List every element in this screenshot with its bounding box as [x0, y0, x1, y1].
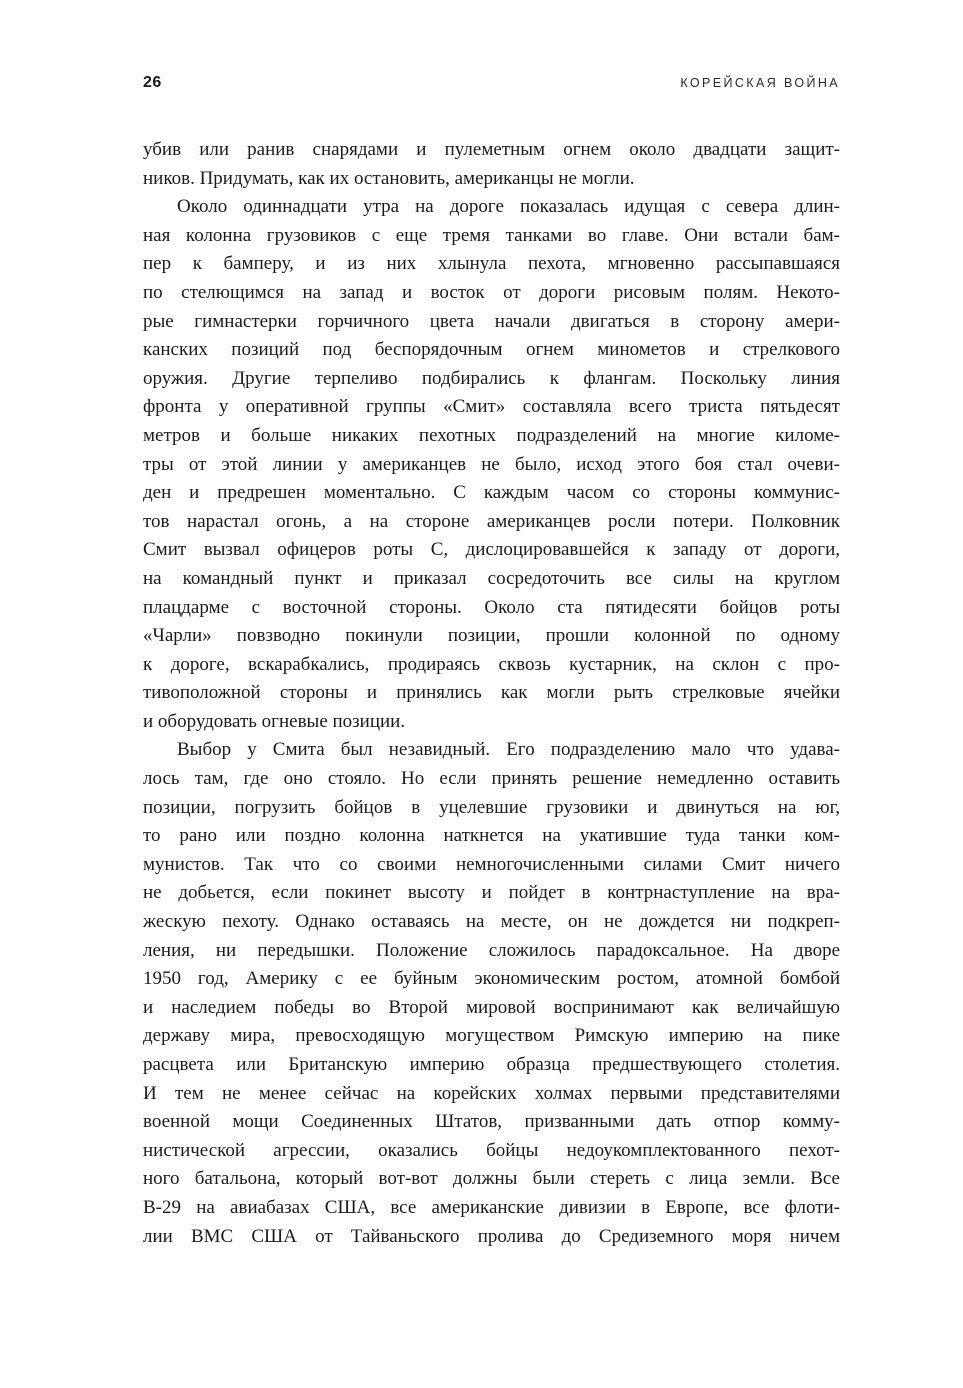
text-line: тивоположной стороны и принялись как могли рыть стрелковые ячейки	[143, 682, 840, 704]
text-line: тры от этой линии у американцев не было, исход этого боя стал очеви-	[143, 453, 840, 475]
text-line: рые гимнастерки горчичного цвета начали двигаться в сторону амери-	[143, 310, 840, 332]
text-line: плацдарме с восточной стороны. Около ста пятидесяти бойцов роты	[143, 596, 840, 618]
text-line: не добьется, если покинет высоту и пойдет в контрнаступление на вра-	[143, 882, 840, 904]
text-line: то рано или поздно колонна наткнется на укатившие туда танки ком-	[143, 825, 840, 847]
text-line: Смит вызвал офицеров роты C, дислоцировавшейся к западу от дороги,	[143, 539, 840, 561]
page-number: 26	[143, 74, 162, 91]
text-line: B-29 на авиабазах США, все американские дивизии в Европе, все флоти-	[143, 1196, 840, 1218]
paragraph	[143, 136, 840, 193]
text-line: 1950 год, Америку с ее буйным экономическим ростом, атомной бомбой	[143, 968, 840, 990]
text-line: лось там, где оно стояло. Но если принять решение немедленно оставить	[143, 768, 840, 790]
text-line: убив или ранив снарядами и пулеметным огнем около двадцати защит-	[143, 139, 840, 160]
text-line: Выбор у Смита был незавидный. Его подразделению мало что удава-	[177, 739, 840, 761]
paragraph	[143, 193, 840, 736]
text-line: тов нарастал огонь, а на стороне американцев росли потери. Полковник	[143, 510, 840, 532]
text-line: ления, ни передышки. Положение сложилось парадоксальное. На дворе	[143, 939, 840, 961]
text-line: и оборудовать огневые позиции.	[143, 710, 406, 732]
text-line: нистической агрессии, оказались бойцы недоукомплектованного пехот-	[143, 1139, 840, 1161]
text-line: пер к бамперу, и из них хлынула пехота, мгновенно рассыпавшаяся	[143, 253, 840, 275]
text-line: лии ВМС США от Тайваньского пролива до Средиземного моря ничем	[143, 1225, 840, 1247]
text-line: жескую пехоту. Однако оставаясь на месте, он не дождется ни подкреп-	[143, 911, 840, 933]
text-line: И тем не менее сейчас на корейских холмах первыми представителями	[143, 1082, 840, 1104]
body-text	[143, 136, 840, 1251]
text-line: ного батальона, который вот-вот должны были стереть с лица земли. Все	[143, 1168, 840, 1190]
text-line: и наследием победы во Второй мировой воспринимают как величайшую	[143, 996, 840, 1018]
text-line: расцвета или Британскую империю образца предшествующего столетия.	[143, 1054, 840, 1075]
text-line: Около одиннадцати утра на дороге показалась идущая с севера длин-	[177, 196, 840, 218]
text-line: «Чарли» повзводно покинули позиции, прошли колонной по одному	[143, 625, 840, 647]
text-line: ная колонна грузовиков с еще тремя танками во главе. Они встали бам-	[143, 224, 840, 246]
text-line: мунистов. Так что со своими немногочисленными силами Смит ничего	[143, 853, 840, 875]
text-line: канских позиций под беспорядочным огнем минометов и стрелкового	[143, 339, 840, 361]
text-line: ников. Придумать, как их остановить, американцы не могли.	[143, 167, 635, 189]
page-header	[143, 74, 840, 98]
text-line: к дороге, вскарабкались, продираясь сквозь кустарник, на склон с про-	[143, 653, 840, 675]
text-line: на командный пункт и приказал сосредоточить все силы на круглом	[143, 567, 840, 589]
text-line: ден и предрешен моментально. С каждым часом со стороны коммунис-	[143, 482, 840, 504]
text-line: державу мира, превосходящую могуществом Римскую империю на пике	[143, 1025, 840, 1047]
text-line: оружия. Другие терпеливо подбирались к флангам. Поскольку линия	[143, 367, 840, 389]
text-line: военной мощи Соединенных Штатов, призванными дать отпор комму-	[143, 1111, 840, 1133]
paragraph	[143, 736, 840, 1251]
text-line: позиции, погрузить бойцов в уцелевшие грузовики и двинуться на юг,	[143, 796, 840, 818]
text-line: по стелющимся на запад и восток от дороги рисовым полям. Некото-	[143, 281, 840, 303]
text-line: фронта у оперативной группы «Смит» составляла всего триста пятьдесят	[143, 396, 840, 418]
running-head: КОРЕЙСКАЯ ВОЙНА	[680, 76, 840, 90]
text-line: метров и больше никаких пехотных подразделений на многие киломе-	[143, 424, 840, 446]
